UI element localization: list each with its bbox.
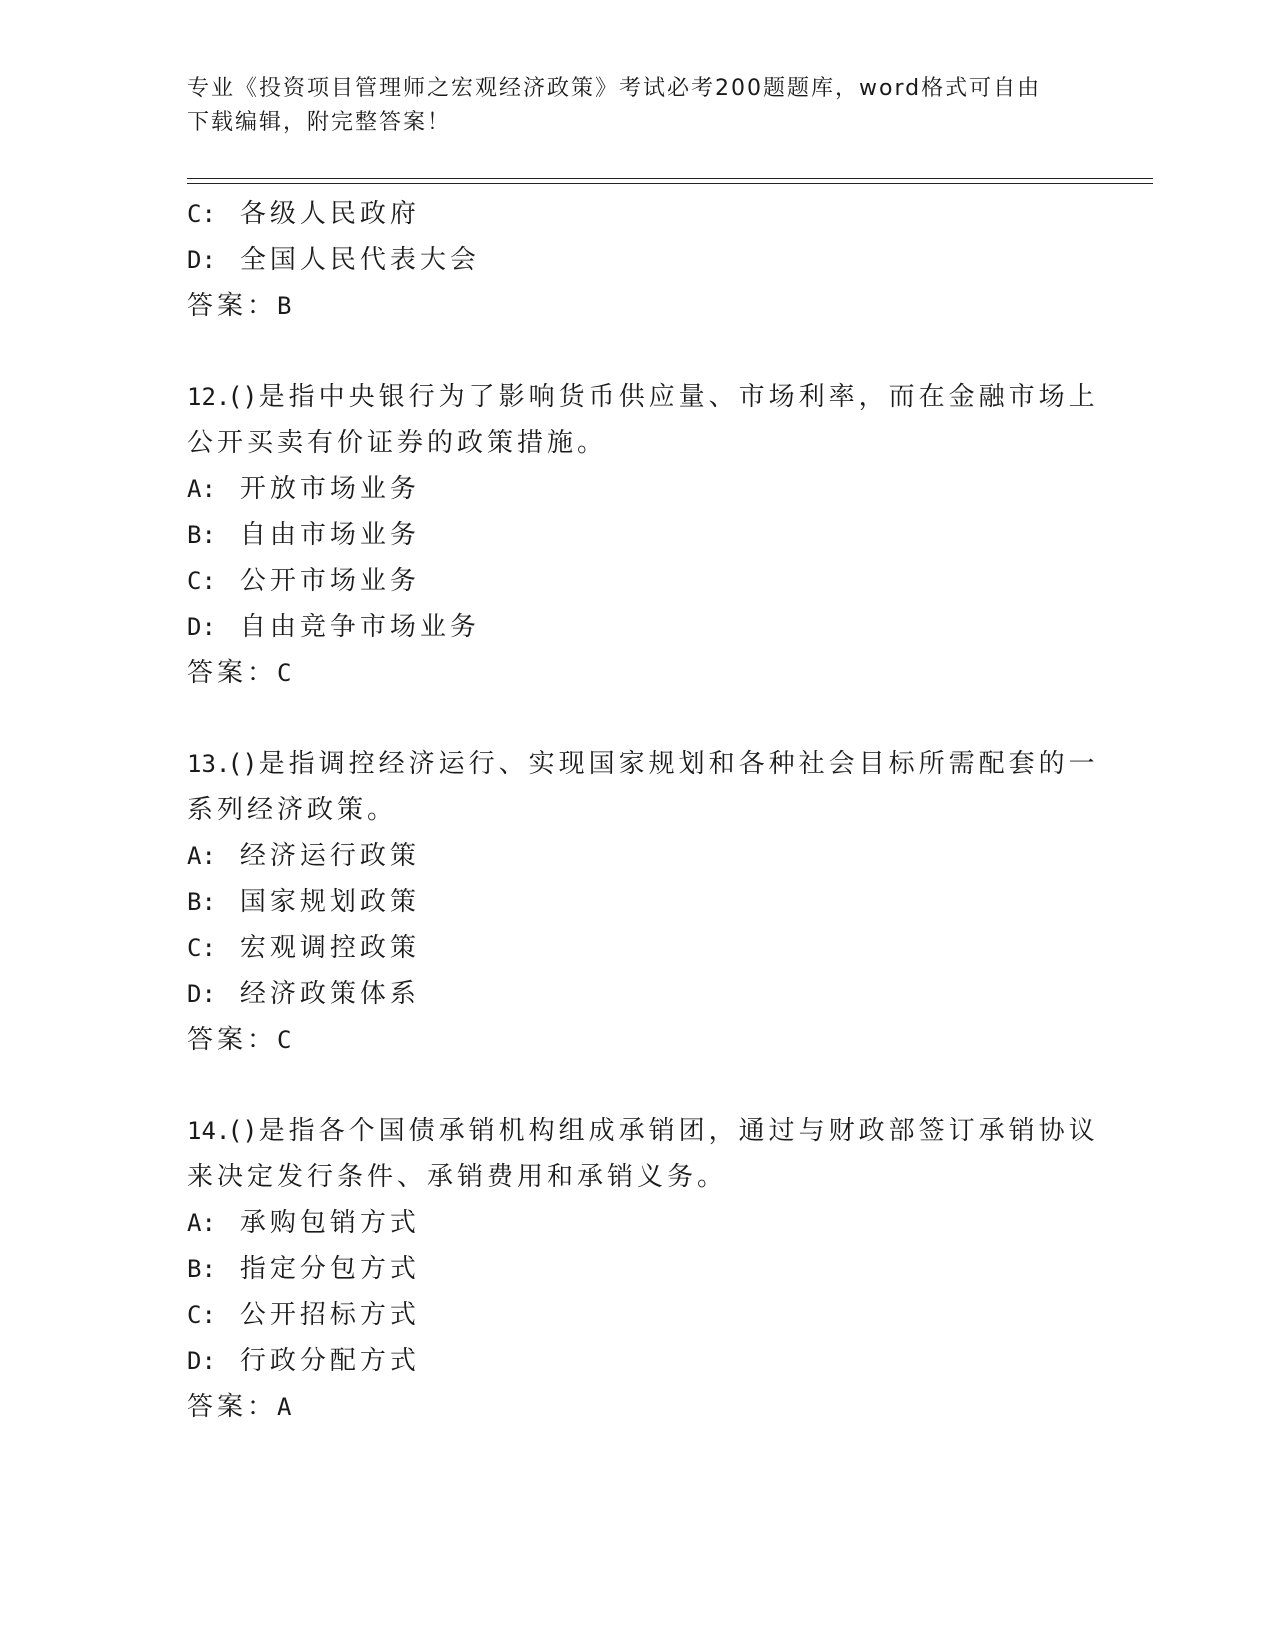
option-text: 经济政策体系 (239, 979, 420, 1009)
option-text: 经济运行政策 (239, 841, 420, 871)
option-text: 各级人民政府 (239, 199, 420, 229)
option-key: A: (187, 1209, 216, 1237)
question-stem-line-1 (187, 741, 1099, 787)
option-d (187, 971, 1087, 1017)
option-key: C: (187, 934, 216, 962)
answer-line (187, 283, 1087, 329)
prev-question-block (187, 191, 1087, 329)
question-13 (187, 741, 1099, 1063)
option-b (187, 512, 1087, 558)
option-b (187, 1246, 1087, 1292)
option-text: 国家规划政策 (239, 887, 420, 917)
option-text: 公开招标方式 (239, 1300, 420, 1330)
answer-value: A (277, 1393, 292, 1421)
option-text: 行政分配方式 (239, 1346, 420, 1376)
option-text: 全国人民代表大会 (239, 245, 480, 275)
question-stem-line-2: 来决定发行条件、承销费用和承销义务。 (187, 1162, 728, 1192)
answer-line (187, 650, 1087, 696)
question-stem-line-1 (187, 374, 1099, 420)
option-d (187, 604, 1087, 650)
option-key: C: (187, 1301, 216, 1329)
question-number: 13. (187, 750, 231, 778)
option-key: A: (187, 842, 216, 870)
option-key: B: (187, 521, 216, 549)
option-key: D: (187, 1347, 216, 1375)
question-number: 14. (187, 1117, 231, 1145)
answer-value: C (277, 1026, 292, 1054)
option-key: A: (187, 475, 216, 503)
question-number: 12. (187, 383, 231, 411)
question-12 (187, 374, 1099, 696)
option-a (187, 1200, 1087, 1246)
question-stem-text: ()是指各个国债承销机构组成承销团，通过与财政部签订承销协议 (230, 1116, 1099, 1146)
question-stem-line-1 (187, 1108, 1099, 1154)
header-line-2: 下载编辑，附完整答案！ (187, 110, 452, 135)
option-d (187, 1338, 1087, 1384)
option-c (187, 925, 1087, 971)
option-text: 自由市场业务 (239, 520, 420, 550)
option-key: D: (187, 980, 216, 1008)
answer-line (187, 1384, 1087, 1430)
question-stem-line-2: 系列经济政策。 (187, 795, 398, 825)
question-stem-line-2: 公开买卖有价证券的政策措施。 (187, 428, 608, 458)
option-key: B: (187, 1255, 216, 1283)
question-stem-text: ()是指调控经济运行、实现国家规划和各种社会目标所需配套的一 (230, 749, 1099, 779)
question-stem-text: ()是指中央银行为了影响货币供应量、市场利率，而在金融市场上 (230, 382, 1099, 412)
question-14 (187, 1108, 1099, 1430)
option-a (187, 466, 1087, 512)
header-divider-bottom (187, 183, 1153, 184)
option-key: C: (187, 567, 216, 595)
option-a (187, 833, 1087, 879)
option-key: B: (187, 888, 216, 916)
option-key: C: (187, 200, 216, 228)
option-c (187, 191, 1087, 237)
answer-label: 答案： (187, 1392, 278, 1422)
header-divider-top (187, 178, 1153, 179)
option-text: 自由竞争市场业务 (239, 612, 480, 642)
answer-label: 答案： (187, 291, 278, 321)
option-key: D: (187, 246, 216, 274)
answer-line (187, 1017, 1087, 1063)
answer-label: 答案： (187, 1025, 278, 1055)
answer-value: B (277, 292, 292, 320)
answer-value: C (277, 659, 292, 687)
option-text: 承购包销方式 (239, 1208, 420, 1238)
option-d (187, 237, 1087, 283)
document-header (187, 72, 1087, 140)
document-body (187, 191, 1099, 1430)
option-text: 公开市场业务 (239, 566, 420, 596)
option-text: 开放市场业务 (239, 474, 420, 504)
option-text: 指定分包方式 (239, 1254, 420, 1284)
header-line-1: 专业《投资项目管理师之宏观经济政策》考试必考200题题库，word格式可自由 (187, 76, 1042, 101)
option-b (187, 879, 1087, 925)
answer-label: 答案： (187, 658, 278, 688)
option-text: 宏观调控政策 (239, 933, 420, 963)
option-c (187, 1292, 1087, 1338)
option-c (187, 558, 1087, 604)
option-key: D: (187, 613, 216, 641)
